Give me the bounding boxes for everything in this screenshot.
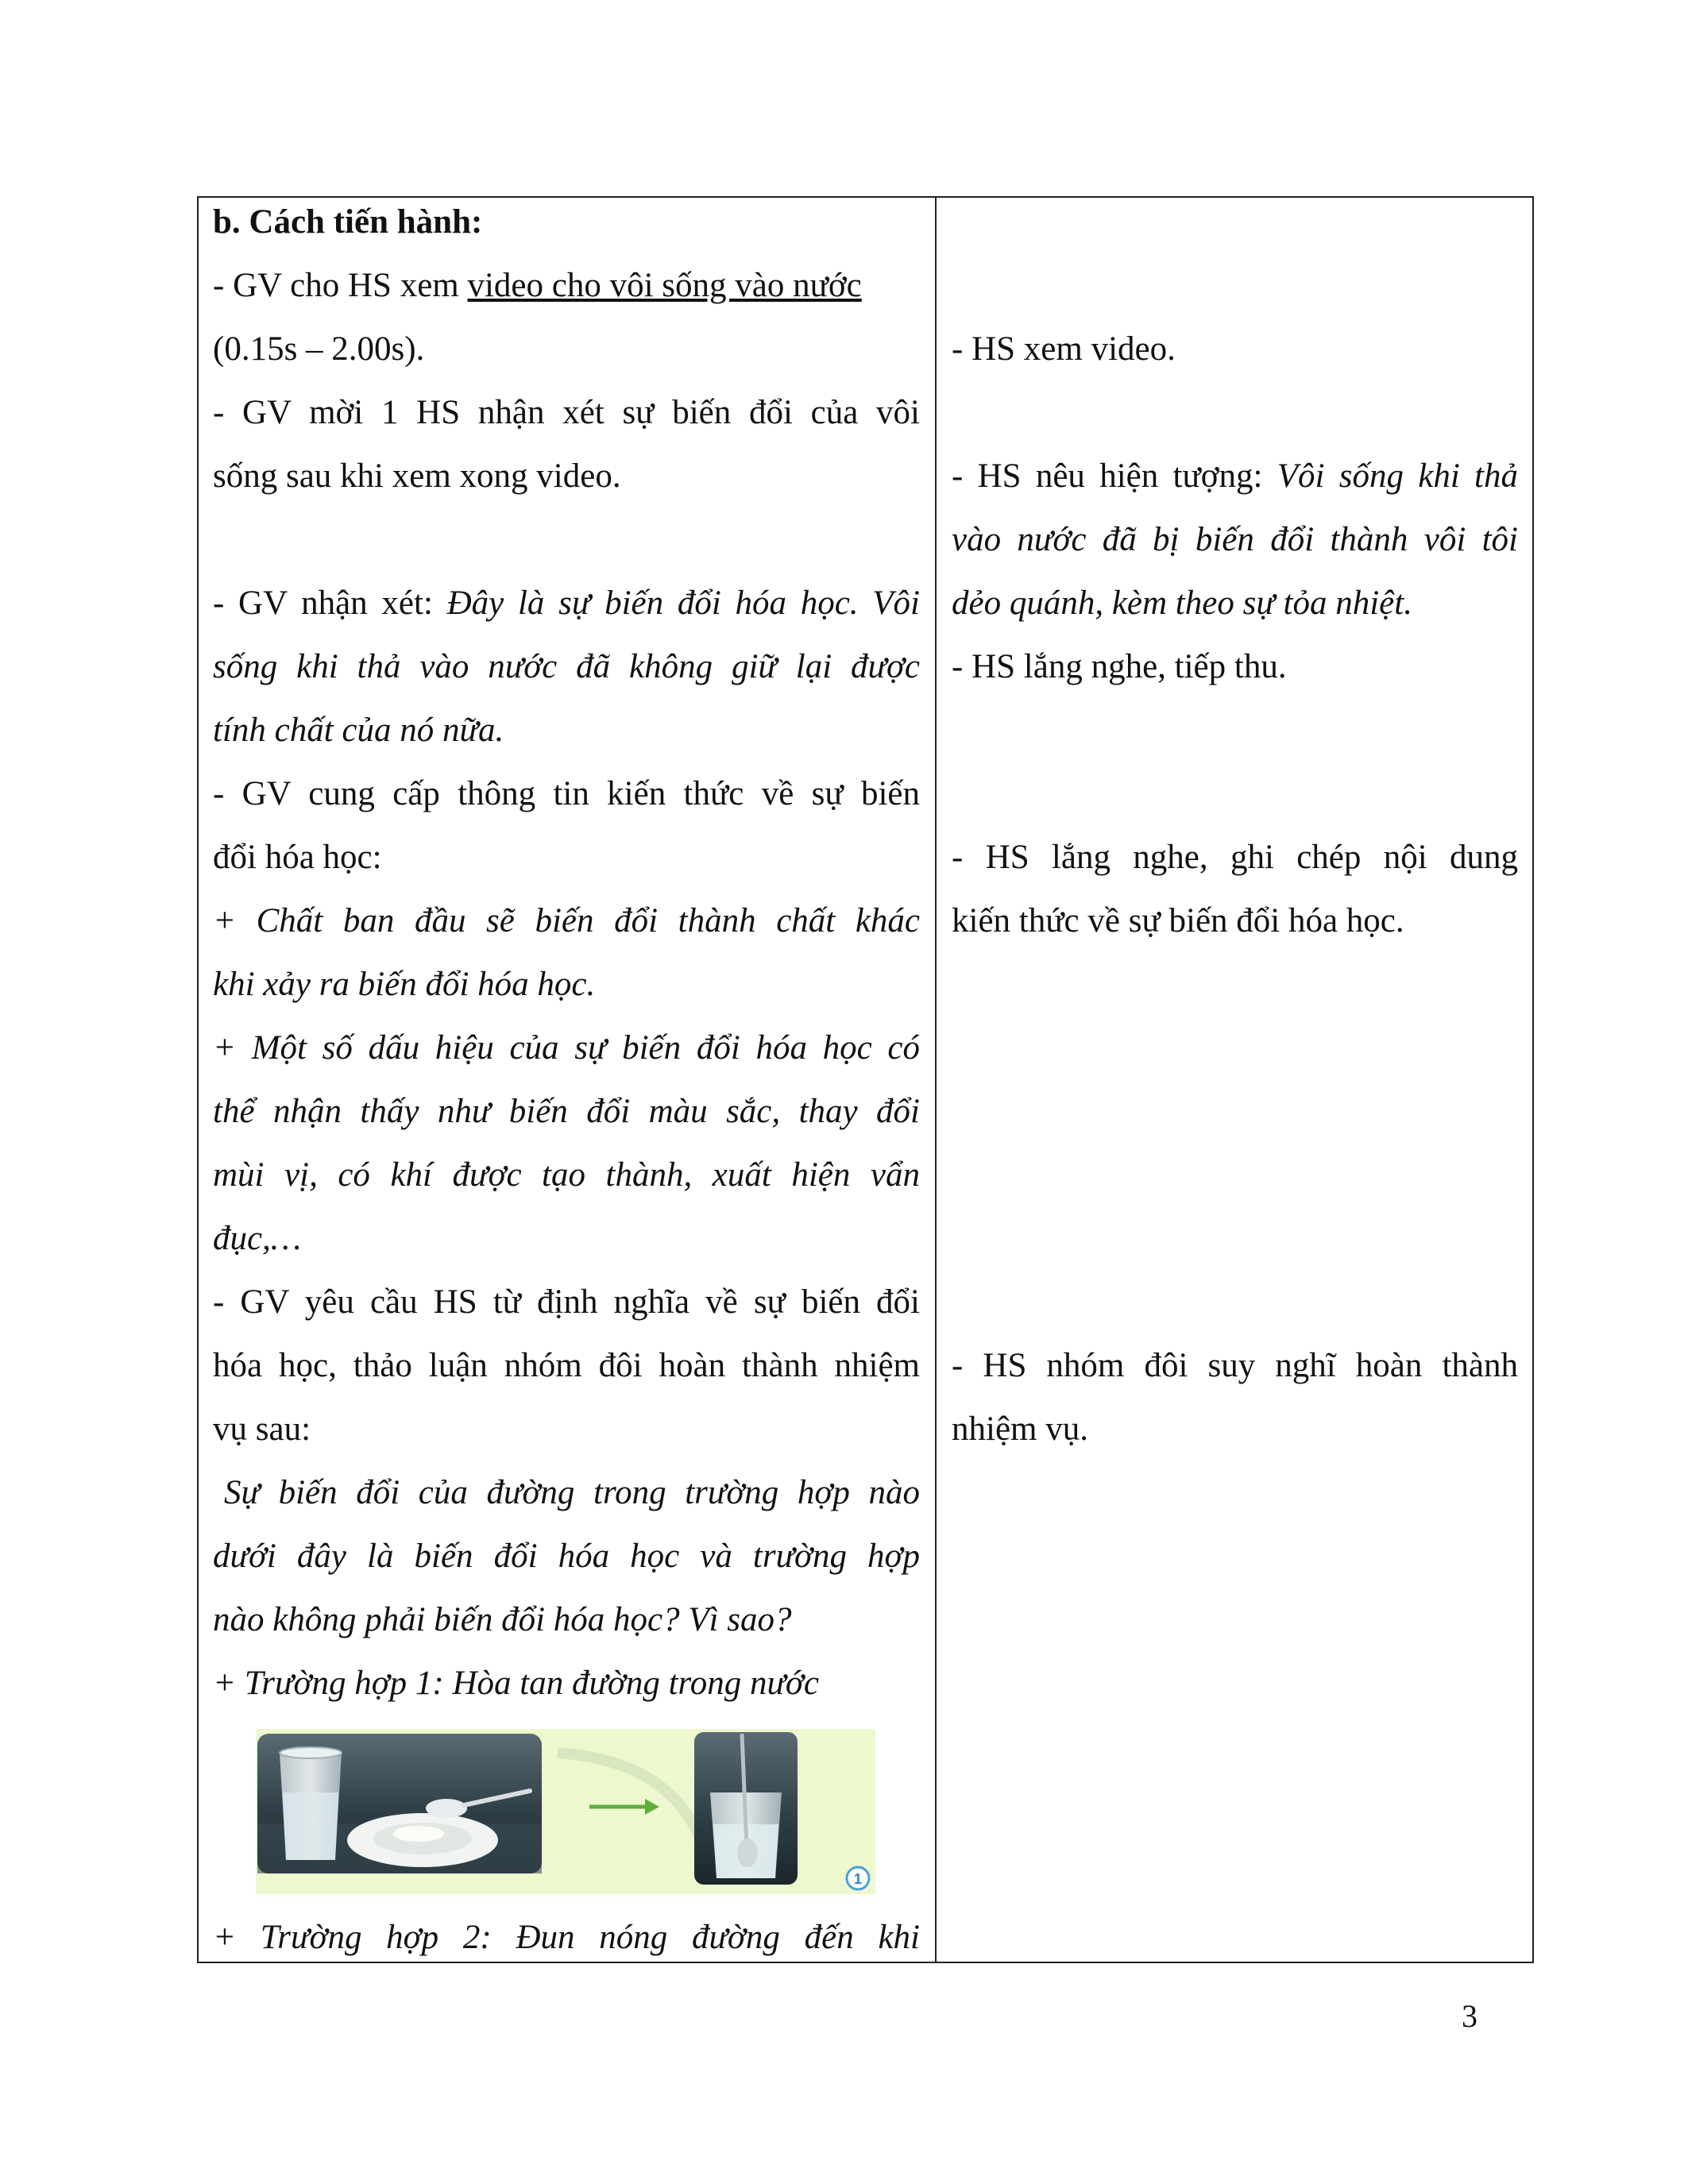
right-line: nhiệm vụ.: [952, 1410, 1088, 1448]
figure-badge: 1: [853, 1871, 863, 1887]
left-line: + Một số dấu hiệu của sự biến đổi hóa học có: [213, 1029, 920, 1067]
left-line: + Trường hợp 1: Hòa tan đường trong nước: [213, 1665, 819, 1702]
right-line: - HS xem video.: [952, 330, 1176, 368]
left-line: sống sau khi xem xong video.: [213, 457, 621, 495]
left-line: (0.15s – 2.00s).: [213, 330, 425, 368]
left-line: đổi hóa học:: [213, 839, 382, 876]
left-line: mùi vị, có khí được tạo thành, xuất hiện vẩn: [213, 1156, 920, 1194]
right-line: dẻo quánh, kèm theo sự tỏa nhiệt.: [952, 585, 1412, 622]
column-divider: [935, 198, 937, 1962]
left-line: + Trường hợp 2: Đun nóng đường đến khi: [213, 1919, 920, 1956]
left-line: - GV mời 1 HS nhận xét sự biến đổi của vôi: [213, 394, 920, 431]
left-line: - GV cho HS xem video cho vôi sống vào nước: [213, 267, 862, 304]
right-line: - HS lắng nghe, ghi chép nội dung: [952, 839, 1518, 876]
left-line: dưới đây là biến đổi hóa học và trường hợp: [213, 1538, 920, 1575]
left-line: nào không phải biến đổi hóa học? Vì sao?: [213, 1601, 792, 1638]
right-line: - HS nhóm đôi suy nghĩ hoàn thành: [952, 1347, 1518, 1384]
section-heading: b. Cách tiến hành:: [213, 203, 483, 241]
left-line: tính chất của nó nữa.: [213, 712, 504, 749]
right-line: - HS lắng nghe, tiếp thu.: [952, 648, 1287, 685]
left-line: - GV cung cấp thông tin kiến thức về sự biến: [213, 775, 920, 812]
left-line: đục,…: [213, 1220, 302, 1257]
video-link[interactable]: video cho vôi sống vào nước: [467, 267, 862, 304]
left-line: - GV yêu cầu HS từ định nghĩa về sự biến đổi: [213, 1283, 920, 1321]
right-line: kiến thức về sự biến đổi hóa học.: [952, 902, 1404, 940]
sugar-dissolve-figure: [256, 1729, 875, 1894]
left-line: Sự biến đổi của đường trong trường hợp nào: [224, 1474, 920, 1511]
left-line: + Chất ban đầu sẽ biến đổi thành chất khác: [213, 902, 920, 940]
left-line: - GV nhận xét: Đây là sự biến đổi hóa học. Vôi: [213, 585, 920, 622]
right-line: vào nước đã bị biến đổi thành vôi tôi: [952, 521, 1518, 558]
page-number: 3: [1462, 1998, 1477, 2034]
left-line: vụ sau:: [213, 1410, 311, 1448]
left-line: sống khi thả vào nước đã không giữ lại được: [213, 648, 920, 685]
left-line: hóa học, thảo luận nhóm đôi hoàn thành nhiệm: [213, 1347, 920, 1384]
right-line: - HS nêu hiện tượng: Vôi sống khi thả: [952, 457, 1518, 495]
left-line: thể nhận thấy như biến đổi màu sắc, thay đổi: [213, 1093, 920, 1130]
sugar-dissolve-illustration: [256, 1729, 875, 1894]
left-line: khi xảy ra biến đổi hóa học.: [213, 966, 596, 1003]
